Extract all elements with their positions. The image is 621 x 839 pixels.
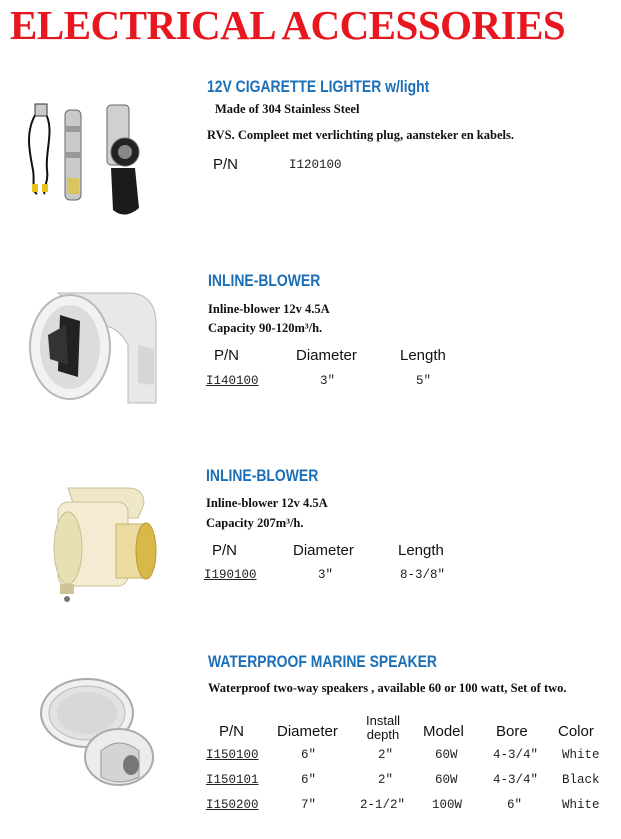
pn-value: I140100: [206, 374, 259, 388]
product-description: RVS. Compleet met verlichting plug, aansteker en kabels.: [207, 128, 514, 142]
column-header: Install depth: [366, 713, 400, 742]
diameter-value: 6": [301, 773, 317, 787]
pn-value: I150101: [206, 773, 259, 787]
product-description: Waterproof two-way speakers , available 60 or 100 watt, Set of two.: [208, 681, 567, 695]
pn-value: I150100: [206, 748, 259, 762]
color-value: White: [562, 798, 600, 812]
column-header: P/N: [219, 723, 245, 740]
product-description: Inline-blower 12v 4.5A: [208, 302, 330, 316]
pn-value: I150200: [206, 798, 259, 812]
speaker-icon: [35, 675, 165, 795]
product-title: 12V CIGARETTE LIGHTER w/light: [207, 77, 430, 96]
product-title: INLINE-BLOWER: [208, 271, 321, 290]
color-value: White: [562, 748, 600, 762]
column-header: Length: [398, 542, 444, 559]
install-depth-value: 2": [378, 748, 394, 762]
bore-value: 4-3/4": [493, 773, 539, 787]
product-description: Made of 304 Stainless Steel: [215, 102, 360, 116]
column-header: Diameter: [277, 723, 338, 740]
diameter-value: 3": [318, 568, 334, 582]
install-depth-value: 2": [378, 773, 394, 787]
column-header: P/N: [212, 542, 238, 559]
diameter-value: 7": [301, 798, 317, 812]
product-title: INLINE-BLOWER: [206, 466, 319, 485]
blower-icon: [18, 285, 158, 413]
bore-value: 4-3/4": [493, 748, 539, 762]
cigarette-lighter-icon: [15, 90, 145, 225]
diameter-value: 3": [320, 374, 336, 388]
model-value: 60W: [435, 748, 458, 762]
color-value: Black: [562, 773, 600, 787]
column-header: Diameter: [296, 347, 357, 364]
bore-value: 6": [507, 798, 523, 812]
page-title: ELECTRICAL ACCESSORIES: [10, 2, 566, 48]
column-header: Bore: [496, 723, 528, 740]
product-description: Capacity 207m³/h.: [206, 516, 304, 530]
pn-label: P/N: [213, 156, 239, 173]
length-value: 8-3/8": [400, 568, 446, 582]
product-title: WATERPROOF MARINE SPEAKER: [208, 652, 437, 671]
product-description: Capacity 90-120m³/h.: [208, 321, 323, 335]
pn-value: I120100: [289, 158, 342, 172]
diameter-value: 6": [301, 748, 317, 762]
pn-value: I190100: [204, 568, 257, 582]
column-header: P/N: [214, 347, 240, 364]
install-depth-value: 2-1/2": [360, 798, 406, 812]
blower-icon: [38, 478, 158, 608]
column-header: Model: [423, 723, 464, 740]
product-description: Inline-blower 12v 4.5A: [206, 496, 328, 510]
length-value: 5": [416, 374, 432, 388]
column-header: Color: [558, 723, 594, 740]
model-value: 60W: [435, 773, 458, 787]
model-value: 100W: [432, 798, 463, 812]
column-header: Length: [400, 347, 446, 364]
column-header: Diameter: [293, 542, 354, 559]
